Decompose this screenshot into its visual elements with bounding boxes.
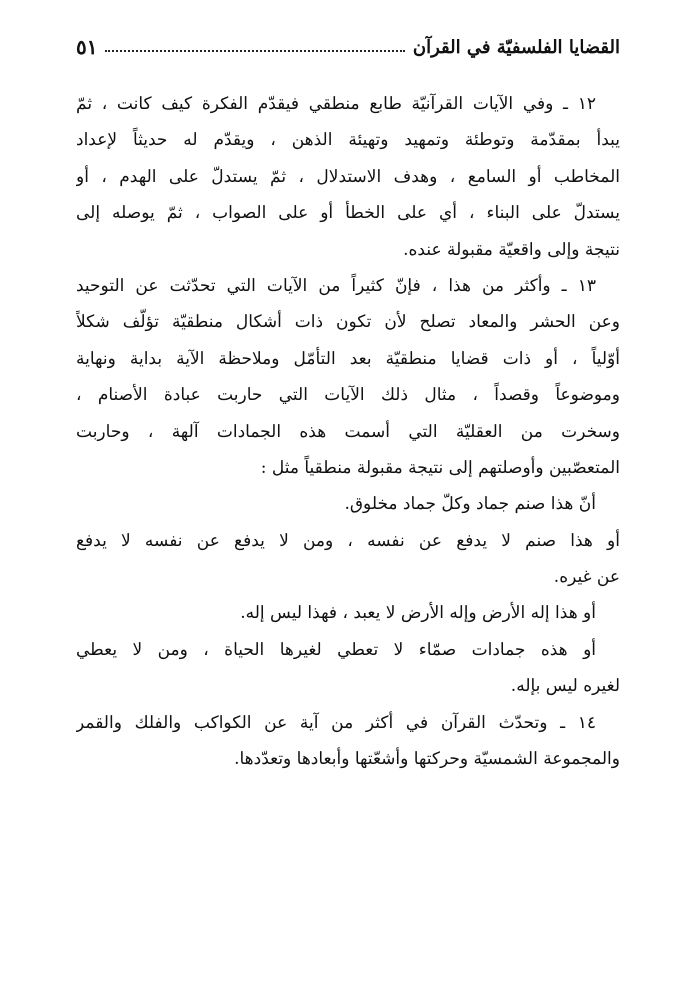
text-line: لغيره ليس بإله. <box>510 676 620 697</box>
text-line: وسخرت من العقليّة التي أسمت هذه الجمادات آلهة ، وحاربت <box>76 421 620 442</box>
text-line: ١٣ ـ وأكثر من هذا ، فإنّ كثيراً من الآيات التي تحدّثت عن التوحيد <box>76 275 596 296</box>
text-line: أو هذا إله الأرض وإله الأرض لا يعبد ، فهذا ليس إله. <box>240 603 596 624</box>
text-line: وموضوعاً وقصداً ، مثال ذلك الآيات التي حاربت عبادة الأصنام ، <box>76 385 620 406</box>
page-header <box>76 30 620 64</box>
dotted-leader <box>105 50 404 52</box>
text-line: عن غيره. <box>553 567 620 588</box>
text-line: المتعصّبين وأوصلتهم إلى نتيجة مقبولة منطقياً مثل : <box>260 457 620 478</box>
text-line: ١٢ ـ وفي الآيات القرآنيّة طابع منطقي فيقدّم الفكرة كيف كانت ، ثمّ <box>76 94 596 114</box>
text-line: أنّ هذا صنم جماد وكلّ جماد مخلوق. <box>344 494 596 515</box>
text-line: يستدلّ على البناء ، أي على الخطأ أو على الصواب ، ثمّ يوصله إلى <box>76 203 620 224</box>
text-line: نتيجة وإلى واقعيّة مقبولة عنده. <box>403 239 620 260</box>
text-line: أو هذا صنم لا يدفع عن نفسه ، ومن لا يدفع عن نفسه لا يدفع <box>76 530 620 551</box>
text-line: ١٤ ـ وتحدّث القرآن في أكثر من آية عن الكواكب والفلك والقمر <box>76 712 596 733</box>
page-body <box>76 86 620 777</box>
text-line: وعن الحشر والمعاد تصلح لأن تكون ذات أشكال منطقيّة تؤلّف شكلاً <box>76 312 620 333</box>
text-line: المخاطب أو السامع ، وهدف الاستدلال ، ثمّ يستدلّ على الهدم ، أو <box>76 166 620 187</box>
text-line: أوّلياً ، أو ذات قضايا منطقيّة بعد التأمّل وملاحظة الآية بداية ونهاية <box>76 348 620 369</box>
page-number: ٥١ <box>76 35 98 59</box>
text-line: يبدأ بمقدّمة وتوطئة وتمهيد وتهيئة الذهن ، ويقدّم له حديثاً لإعداد <box>76 130 620 151</box>
text-line: أو هذه جمادات صمّاء لا تعطي لغيرها الحياة ، ومن لا يعطي <box>76 639 596 660</box>
text-line: والمجموعة الشمسيّة وحركتها وأشعّتها وأبعادها وتعدّدها. <box>234 749 620 770</box>
running-title: القضايا الفلسفيّة في القرآن <box>412 36 620 58</box>
